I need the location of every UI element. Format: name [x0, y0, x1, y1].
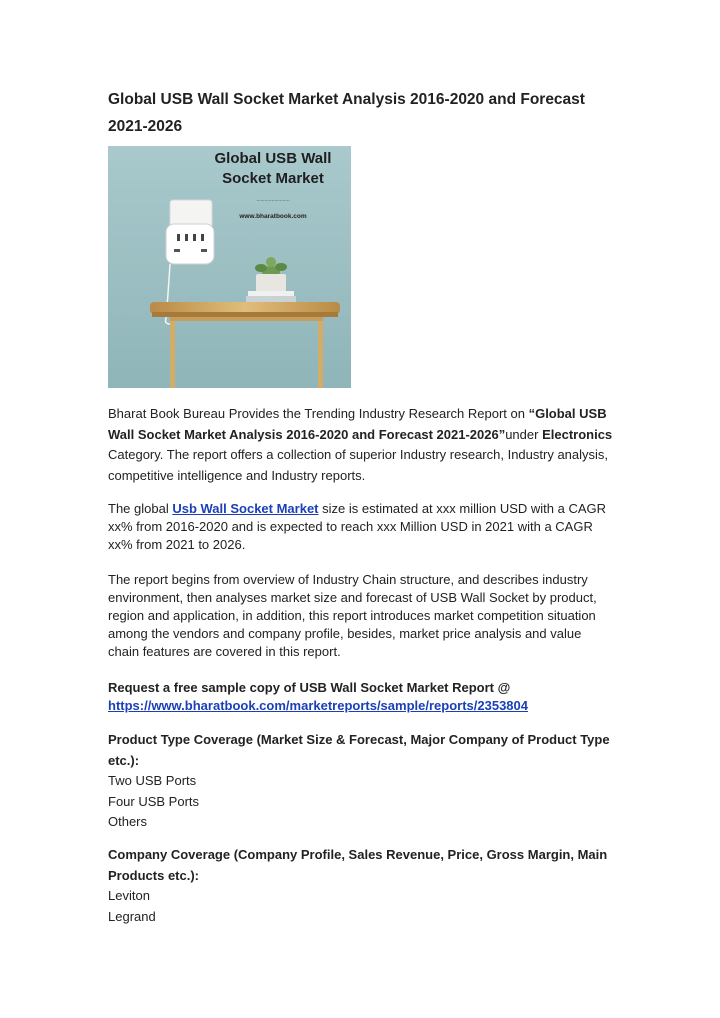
- product-coverage-heading: Product Type Coverage (Market Size & Forecast, Major Company of Product Type etc.):: [108, 732, 610, 768]
- market-link[interactable]: Usb Wall Socket Market: [172, 501, 319, 516]
- market-size-paragraph: [108, 500, 613, 554]
- cover-illustration: [108, 146, 351, 388]
- intro-prefix: Bharat Book Bureau Provides the Trending Industry Research Report on: [108, 406, 529, 421]
- overview-paragraph: The report begins from overview of Industry Chain structure, and describes industry environment, then analyses market size and forecast of USB Wall Socket by product, region and application, in addition, this report introduces market competition situation among the vendors and company profile, besides, market price analysis and value chain features are covered in this report.: [108, 572, 597, 659]
- sample-request-link[interactable]: https://www.bharatbook.com/marketreports/sample/reports/2353804: [108, 698, 528, 713]
- cover-image: [108, 146, 351, 388]
- intro-suffix: Category. The report offers a collection of superior Industry research, Industry analysis, competitive intelligence and Industry reports.: [108, 447, 609, 483]
- market-size-prefix: The global: [108, 501, 173, 516]
- cover-heading-line2: Socket Market: [222, 170, 324, 187]
- intro-paragraph: [108, 404, 613, 486]
- market-size-suffix: size is estimated at xxx million USD with a CAGR xx% from 2016-2020 and is expected to reach xxx Million USD in 2021 with a CAGR xx% from 2021 to 2026.: [108, 501, 607, 552]
- book-icon: [246, 296, 296, 302]
- book-icon: [248, 291, 294, 296]
- sample-request-text: Request a free sample copy of USB Wall Socket Market Report @: [108, 680, 511, 695]
- company-coverage-heading: Company Coverage (Company Profile, Sales Revenue, Price, Gross Margin, Main Products etc.):: [108, 847, 608, 883]
- cover-heading-line1: Global USB Wall: [214, 150, 332, 167]
- intro-report-name: “Global USB Wall Socket Market Analysis 2016-2020 and Forecast 2021-2026”: [108, 406, 607, 442]
- list-item: Leviton: [108, 888, 150, 903]
- document-title: Global USB Wall Socket Market Analysis 2016-2020 and Forecast 2021-2026: [108, 91, 585, 135]
- product-coverage-section: [108, 730, 613, 833]
- list-item: Others: [108, 814, 148, 829]
- sample-request: [108, 679, 613, 715]
- intro-under: under: [505, 426, 543, 442]
- cover-dots: ........................: [256, 197, 290, 203]
- list-item: Two USB Ports: [108, 773, 197, 788]
- list-item: Four USB Ports: [108, 793, 200, 809]
- list-item: Legrand: [108, 908, 156, 924]
- intro-category: Electronics: [542, 426, 613, 442]
- cover-website: www.bharatbook.com: [239, 213, 307, 220]
- company-coverage-section: [108, 845, 613, 927]
